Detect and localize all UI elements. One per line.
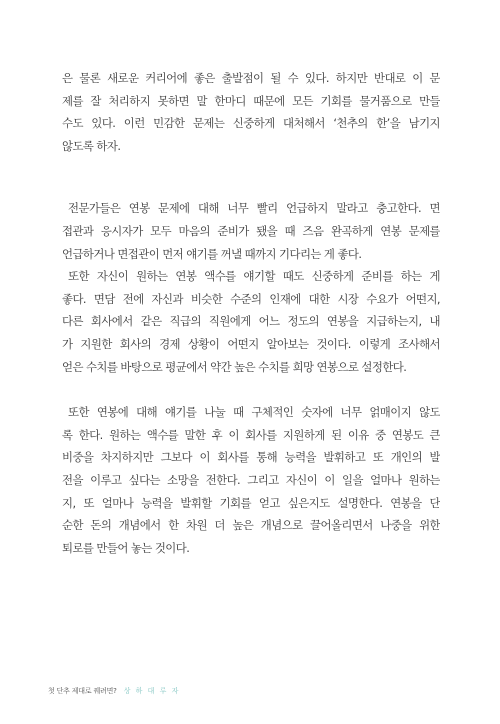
paragraph-1 [62,67,440,157]
text-line: 또한 연봉에 대해 얘기를 나눌 때 구체적인 숫자에 너무 얽매이지 않도 [68,405,440,420]
text-line: 전을 이루고 싶다는 소망을 전한다. 그리고 자신이 이 일을 얼마나 원하는 [62,472,440,487]
text-line: 좋다. 면담 전에 자신과 비슷한 수준의 인재에 대한 시장 수요가 어떤지, [62,291,440,306]
text-line: 록 한다. 원하는 액수를 말한 후 이 회사를 지원하게 된 이유 중 연봉도 큰 [62,427,440,442]
footer-chapter-title: 상 하 대 루 자 [123,687,180,695]
text-line: 퇴로를 만들어 놓는 것이다. [62,540,190,555]
text-line: 제를 잘 처리하지 못하면 말 한마디 때문에 모든 기회를 물거품으로 만들 [62,93,440,108]
text-line: 은 물론 새로운 커리어에 좋은 출발점이 될 수 있다. 하지만 반대로 이 문 [62,71,440,85]
body-text [62,67,440,559]
paragraph-4 [62,401,440,559]
text-line: 전문가들은 연봉 문제에 대해 너무 빨리 언급하지 말라고 충고한다. 면 [68,201,440,216]
text-line: 가 지원한 회사의 경제 상황이 어떤지 알아보는 것이다. 이렇게 조사해서 [62,336,440,351]
paragraph-2 [62,197,440,265]
text-line: 않도록 하자. [62,138,121,153]
text-line: 또한 자신이 원하는 연봉 액수를 얘기할 때도 신중하게 준비를 하는 게 [68,269,440,284]
text-line: 얻은 수치를 바탕으로 평균에서 약간 높은 수치를 희망 연봉으로 설정한다. [62,359,407,374]
text-line: 비중을 차지하지만 그보다 이 회사를 통해 능력을 발휘하고 또 개인의 발 [62,450,440,465]
text-line: 수도 있다. 이런 민감한 문제는 신중하게 대처해서 ‘천추의 한’을 남기지 [62,116,440,131]
paragraph-gap [62,157,440,197]
text-line: 언급하거나 면접관이 먼저 얘기를 꺼낼 때까지 기다리는 게 좋다. [62,246,362,261]
text-line: 다른 회사에서 같은 직급의 직원에게 어느 정도의 연봉을 지급하는지, 내 [62,314,440,329]
text-line: 지, 또 얼마나 능력을 발휘할 기회를 얻고 싶은지도 설명한다. 연봉을 단 [62,495,440,510]
text-line: 순한 돈의 개념에서 한 차원 더 높은 개념으로 끌어올리면서 나중을 위한 [62,518,440,533]
text-line: 접관과 응시자가 모두 마음의 준비가 됐을 때 즈음 완곡하게 연봉 문제를 [62,223,440,238]
paragraph-gap [62,378,440,401]
footer-book-title: 첫 단추 제대로 꿰려면? [48,687,117,695]
paragraph-3 [62,265,440,378]
running-footer [48,686,180,696]
